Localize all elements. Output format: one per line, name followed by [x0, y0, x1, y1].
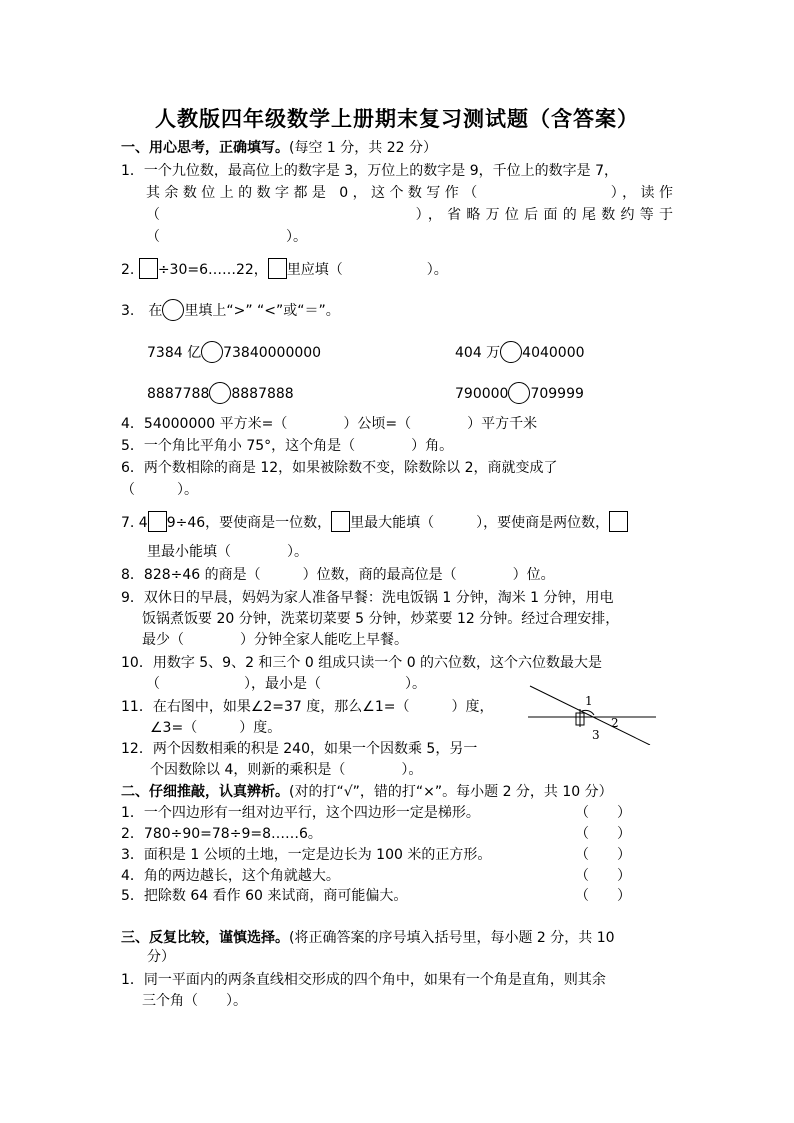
- compare-right: 4040000: [522, 345, 585, 361]
- choice-q1-line-2: 三个角（ ）。: [142, 993, 247, 1009]
- tf-answer-paren[interactable]: （ ）: [575, 888, 631, 904]
- q12-line-1: 12．两个因数相乘的积是 240，如果一个因数乘 5，另一: [121, 741, 478, 757]
- compare-circle[interactable]: [500, 341, 522, 363]
- q2-expression: ÷30=6……22，: [157, 262, 268, 278]
- answer-box[interactable]: [139, 258, 158, 279]
- section-2-title: 二、仔细推敲，认真辨析。: [121, 784, 289, 800]
- q3-instruction: 里填上“>” “<”或“＝”。: [184, 303, 340, 319]
- tf-answer-paren[interactable]: （ ）: [575, 847, 631, 863]
- compare-circle[interactable]: [209, 382, 231, 404]
- q2: [121, 258, 448, 280]
- section-2-note: (对的打“√”，错的打“×”。每小题 2 分，共 10 分）: [289, 784, 613, 800]
- q3: [121, 299, 340, 321]
- q9-line-2: 饭锅煮饭要 20 分钟，洗菜切菜要 5 分钟，炒菜要 12 分钟。经过合理安排，: [142, 611, 620, 627]
- answer-box[interactable]: [609, 511, 628, 532]
- tf-item-3: 3．面积是 1 公顷的土地，一定是边长为 100 米的正方形。: [121, 847, 492, 863]
- q1-line-2: 其余数位上的数字都是 0，这个数写作（ ），读作: [146, 185, 673, 201]
- page-title: 人教版四年级数学上册期末复习测试题（含答案）: [155, 106, 639, 131]
- q8: 8．828÷46 的商是（ ）位数，商的最高位是（ ）位。: [121, 567, 555, 583]
- q1-line-1: 1．一个九位数，最高位上的数字是 3，万位上的数字是 9，千位上的数字是 7，: [121, 163, 618, 179]
- angle-label-1: 1: [585, 694, 593, 708]
- tf-answer-paren[interactable]: （ ）: [575, 826, 631, 842]
- q11-line-1: 11．在右图中，如果∠2=37 度，那么∠1=（ ）度，: [121, 699, 494, 715]
- q2-number: 2.: [121, 262, 135, 278]
- q4: 4．54000000 平方米=（ ）公顷=（ ）平方千米: [121, 416, 538, 432]
- q7-line-1: [121, 511, 628, 533]
- q7-expression: 9÷46，要使商是一位数，: [166, 515, 332, 531]
- compare-right: 73840000000: [223, 345, 322, 361]
- answer-box[interactable]: [331, 511, 350, 532]
- q1-line-3: （ ），省略万位后面的尾数约等于: [146, 207, 673, 223]
- tf-answer-paren[interactable]: （ ）: [575, 868, 631, 884]
- tf-item-5: 5．把除数 64 看作 60 来试商，商可能偏大。: [121, 888, 408, 904]
- q12-line-2: 个因数除以 4，则新的乘积是（ ）。: [150, 762, 423, 778]
- tf-item-2: 2．780÷90=78÷9=8……6。: [121, 826, 322, 842]
- compare-left: 404 万: [455, 345, 501, 361]
- tf-item-4: 4．角的两边越长，这个角就越大。: [121, 868, 340, 884]
- q6-line-1: 6．两个数相除的商是 12，如果被除数不变，除数除以 2，商就变成了: [121, 460, 558, 476]
- section-3-heading: [121, 928, 615, 948]
- compare-left: 790000: [455, 386, 509, 402]
- tf-item-1: 1．一个四边形有一组对边平行，这个四边形一定是梯形。: [121, 805, 480, 821]
- section-3-note-cont: 分）: [147, 949, 175, 965]
- q1-line-4: （ ）。: [146, 229, 307, 245]
- q3-compare-4: [455, 382, 584, 404]
- q3-compare-1: [147, 341, 321, 363]
- q10-line-1: 10．用数字 5、9、2 和三个 0 组成只读一个 0 的六位数，这个六位数最大是: [121, 655, 603, 671]
- section-3-note: (将正确答案的序号填入括号里，每小题 2 分，共 10: [289, 930, 615, 946]
- compare-circle[interactable]: [508, 382, 530, 404]
- q3-compare-2: [455, 341, 585, 363]
- compare-circle[interactable]: [201, 341, 223, 363]
- q11-line-2: ∠3=（ ）度。: [150, 720, 282, 736]
- section-3-title: 三、反复比较，谨慎选择。: [121, 930, 289, 946]
- section-1-note: (每空 1 分，共 22 分）: [289, 140, 437, 156]
- compare-right: 709999: [530, 386, 584, 402]
- q3-lead: 3. 在: [121, 303, 163, 319]
- q5: 5．一个角比平角小 75°，这个角是（ ）角。: [121, 438, 454, 454]
- q6-line-2: （ ）。: [121, 482, 198, 498]
- angle-label-3: 3: [592, 728, 600, 742]
- compare-circle[interactable]: [162, 299, 184, 321]
- q10-line-2: （ ），最小是（ ）。: [146, 676, 426, 692]
- compare-right: 8887888: [231, 386, 294, 402]
- compare-left: 7384 亿: [147, 345, 202, 361]
- choice-q1-line-1: 1．同一平面内的两条直线相交形成的四个角中，如果有一个角是直角，则其余: [121, 972, 606, 988]
- q7-line-2: 里最小能填（ ）。: [147, 544, 308, 560]
- tf-answer-paren[interactable]: （ ）: [575, 805, 631, 821]
- section-2-heading: [121, 782, 613, 802]
- q9-line-3: 最少（ ）分钟全家人能吃上早餐。: [142, 632, 408, 648]
- q3-compare-3: [147, 382, 294, 404]
- q7-lead: 7. 4: [121, 515, 148, 531]
- q7-prompt: 里最大能填（ ），要使商是两位数，: [350, 515, 610, 531]
- answer-box[interactable]: [268, 258, 287, 279]
- section-1-heading: [121, 138, 437, 158]
- angle-label-2: 2: [611, 716, 619, 730]
- compare-left: 8887788: [147, 386, 210, 402]
- q9-line-1: 9．双休日的早晨，妈妈为家人准备早餐：洗电饭锅 1 分钟，淘米 1 分钟，用电: [121, 590, 614, 606]
- section-1-title: 一、用心思考，正确填写。: [121, 140, 289, 156]
- q2-prompt: 里应填（ ）。: [286, 262, 448, 278]
- intersecting-lines-figure: [522, 683, 662, 745]
- answer-box[interactable]: [148, 511, 167, 532]
